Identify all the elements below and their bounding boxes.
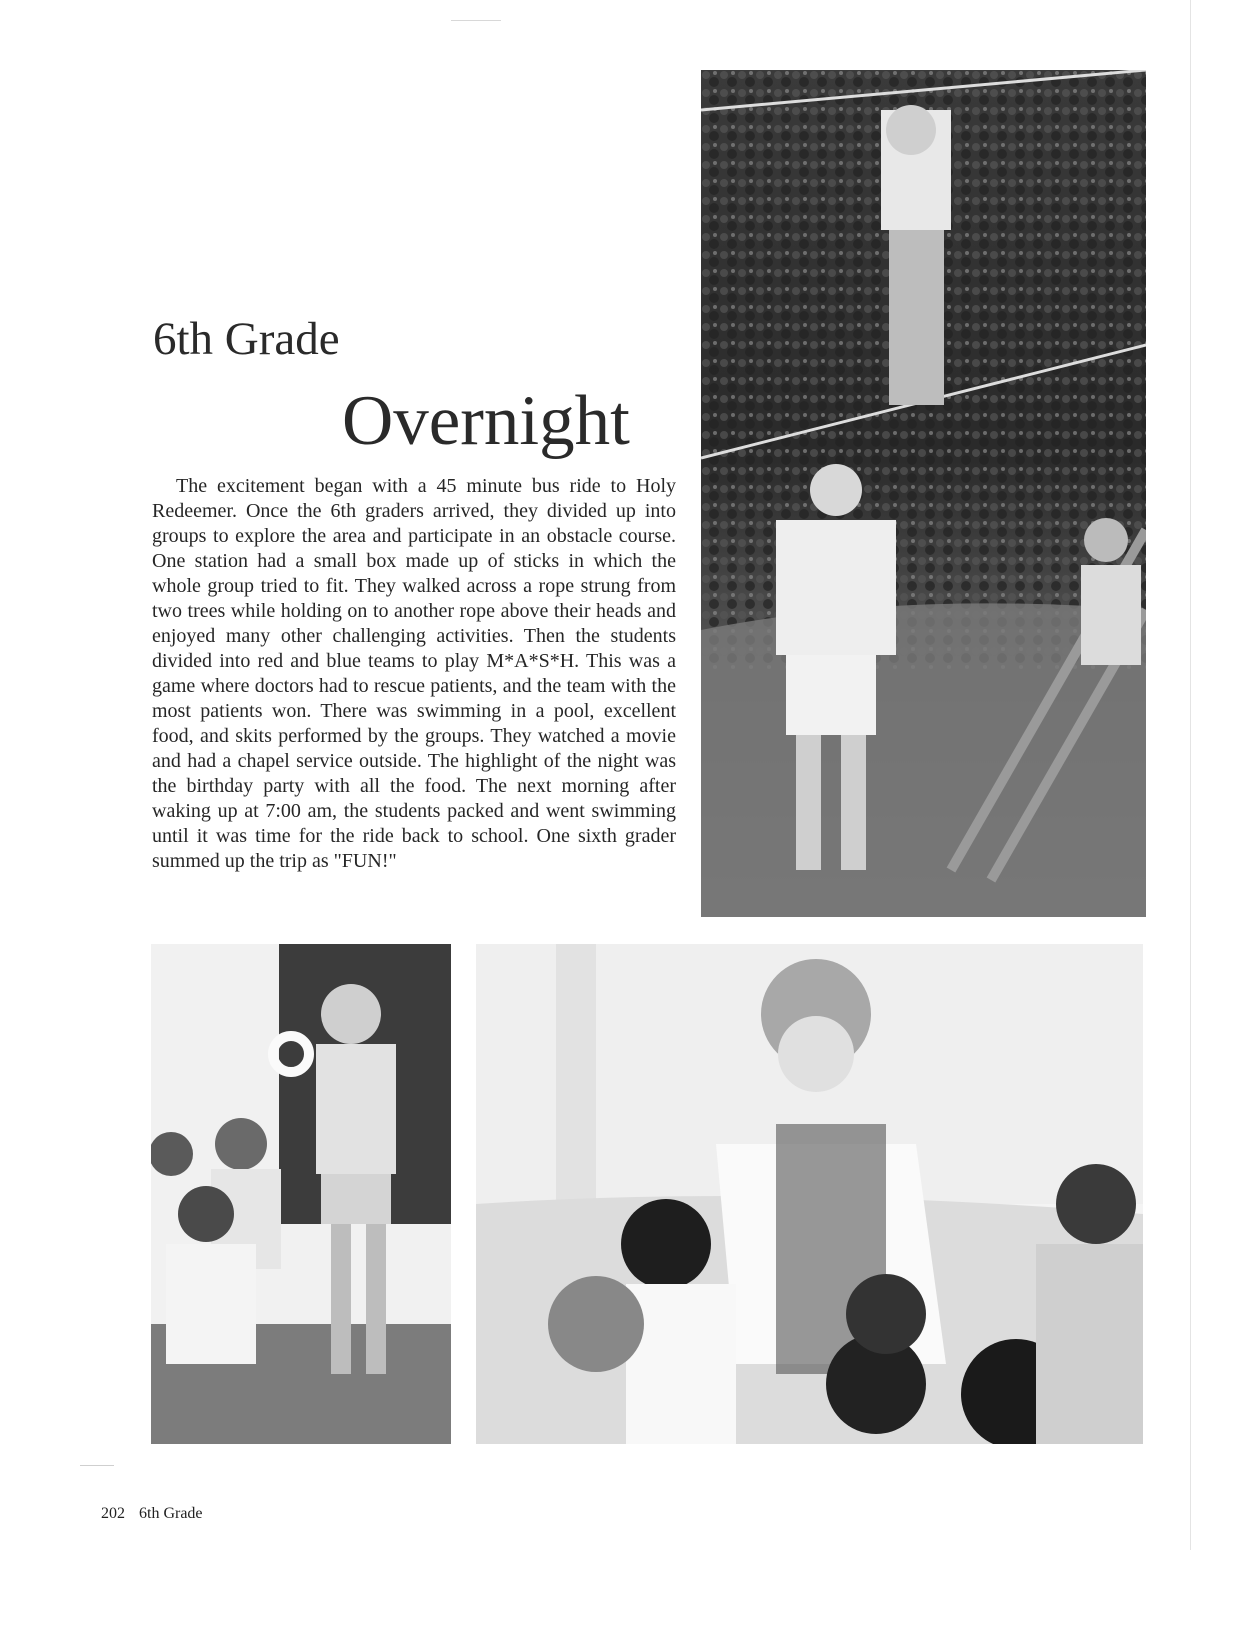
page-edge	[1190, 0, 1191, 1550]
page-number: 202	[101, 1505, 125, 1522]
story-body: The excitement began with a 45 minute bus ride to Holy Redeemer. Once the 6th graders arrived, they divided up into groups to explore the area and participate in an obstacle course. One station had a small box made up of sticks in which the whole group tried to fit. They walked across a rope strung from two trees while holding on to another rope above their heads and enjoyed many other challenging activities. Then the students divided into red and blue teams to play M*A*S*H. This was a game where doctors had to rescue patients, and the team with the most patients won. There was swimming in a pool, excellent food, and skits performed by the groups. They watched a movie and had a chapel service outside. The highlight of the night was the birthday party with all the food. The next morning after waking up at 7:00 am, the students packed and went swimming until it was time for the ride back to school. One sixth grader summed up the trip as "FUN!"	[152, 475, 676, 872]
rope-walk-photo	[701, 70, 1146, 917]
section-label: 6th Grade	[139, 1505, 203, 1522]
top-crop-mark	[451, 20, 501, 21]
margin-rule	[80, 1465, 114, 1466]
ring-toss-photo	[151, 944, 451, 1444]
page-folio	[101, 1505, 203, 1523]
headline-line1: 6th Grade	[153, 313, 340, 365]
skit-photo	[476, 944, 1143, 1444]
headline-line2: Overnight	[342, 382, 630, 460]
